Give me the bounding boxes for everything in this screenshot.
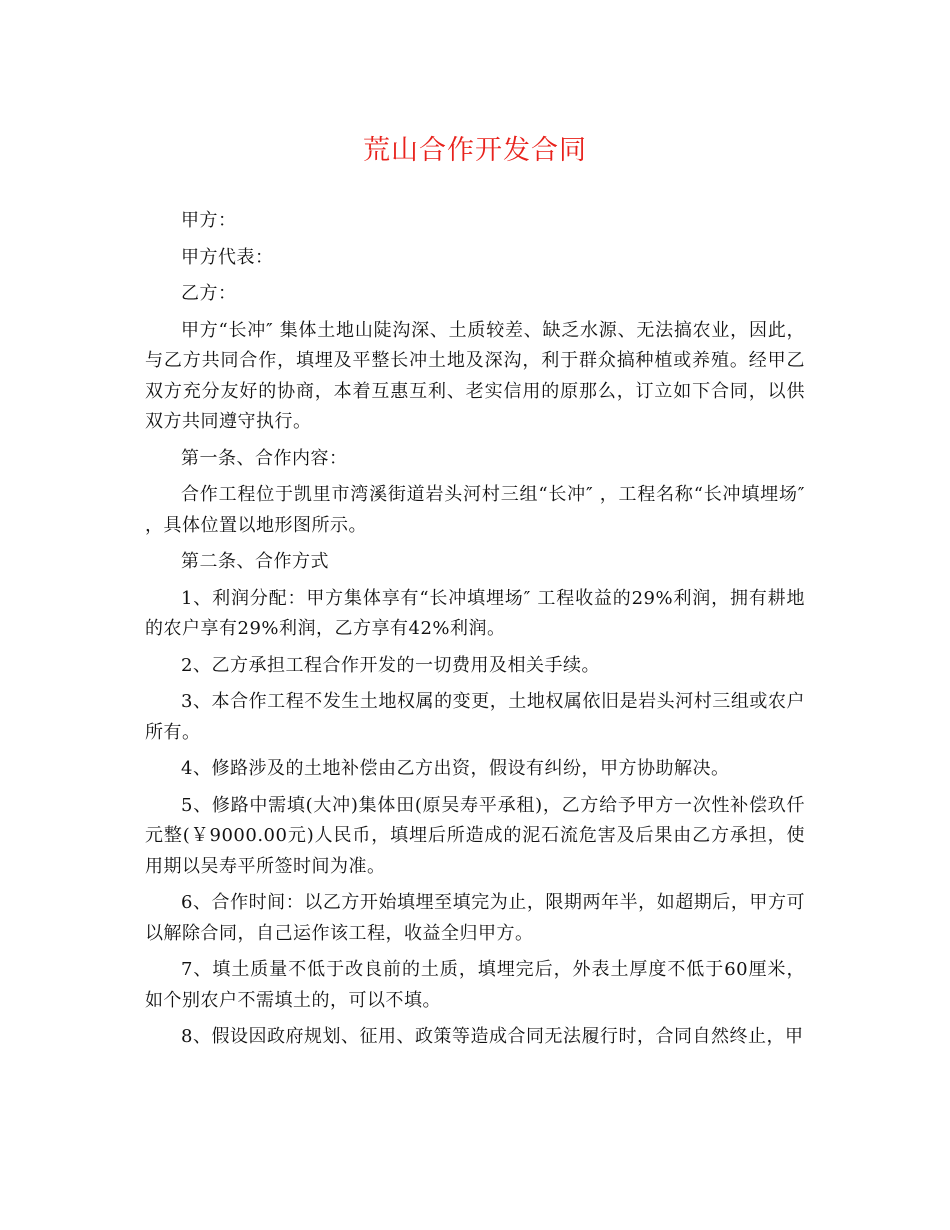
clause-2: 2、乙方承担工程合作开发的一切费用及相关手续。 <box>181 654 600 676</box>
preamble-paragraph: 甲方“长冲″ 集体土地山陡沟深、土质较差、缺乏水源、无法搞农业，因此，与乙方共同合作，填埋及平整长冲土地及深沟，利于群众搞种植或养殖。经甲乙双方充分友好的协商，本着互惠互利、老实信用的原那么，订立如下合同，以供双方共同遵守执行。 <box>145 319 805 432</box>
clause-5: 5、修路中需填(大冲)集体田(原吴寿平承租)，乙方给予甲方一次性补偿玖仟元整(￥9000.00元)人民币，填埋后所造成的泥石流危害及后果由乙方承担，使用期以吴寿平所签时间为准。 <box>145 794 805 877</box>
article-2-heading: 第二条、合作方式 <box>181 551 329 572</box>
party-b-line: 乙方： <box>181 283 237 304</box>
article-1-content: 合作工程位于凯里市湾溪街道岩头河村三组“长冲″ ，工程名称“长冲填埋场″ ，具体位置以地形图所示。 <box>145 484 805 536</box>
clause-3: 3、本合作工程不发生土地权属的变更，土地权属依旧是岩头河村三组或农户所有。 <box>145 691 805 743</box>
document-body <box>145 206 805 1053</box>
document-title: 荒山合作开发合同 <box>363 135 587 166</box>
article-1-heading: 第一条、合作内容： <box>181 447 348 469</box>
party-a-representative-line: 甲方代表： <box>181 246 274 268</box>
clause-7: 7、填土质量不低于改良前的土质，填埋完后，外表土厚度不低于60厘米，如个别农户不需填土的，可以不填。 <box>145 959 805 1011</box>
clause-8: 8、假设因政府规划、征用、政策等造成合同无法履行时，合同自然终止，甲 <box>181 1026 804 1047</box>
clause-1: 1、利润分配：甲方集体享有“长冲填埋场″ 工程收益的29%利润，拥有耕地的农户享有29%利润，乙方享有42%利润。 <box>145 587 805 639</box>
clause-4: 4、修路涉及的土地补偿由乙方出资，假设有纠纷，甲方协助解决。 <box>181 758 730 779</box>
clause-6: 6、合作时间：以乙方开始填埋至填完为止，限期两年半，如超期后，甲方可以解除合同，自己运作该工程，收益全归甲方。 <box>145 892 805 944</box>
party-a-line: 甲方： <box>181 210 237 231</box>
